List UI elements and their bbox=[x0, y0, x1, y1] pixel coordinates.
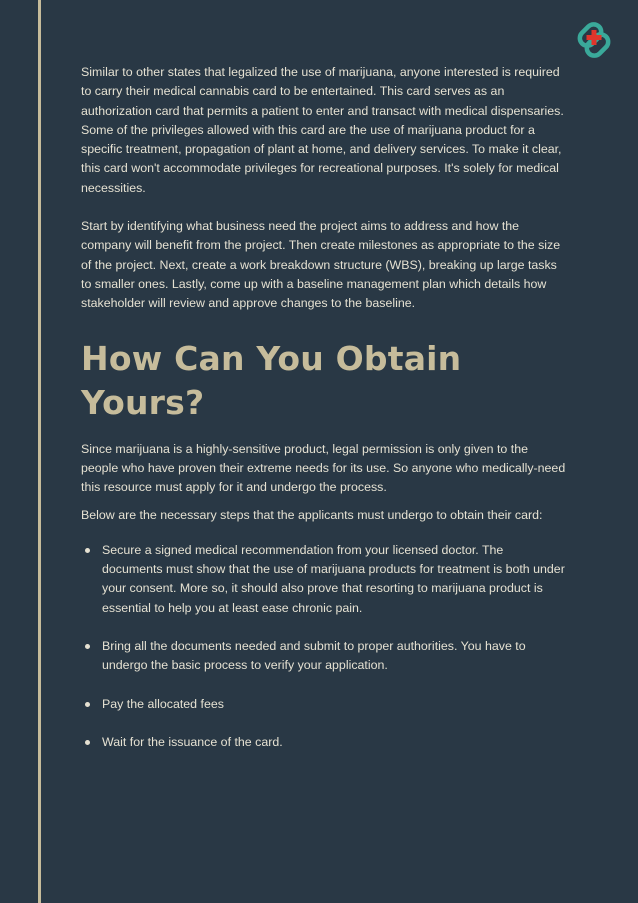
medical-chain-link-icon bbox=[574, 20, 614, 60]
project-paragraph: Start by identifying what business need the project aims to address and how the company will benefit from the project. Then create milestones as appropriate to the size of the project. Next, create a work breakdown structure (WBS), breaking up large tasks to smaller ones. Lastly, come up with a baseline management plan which details how stakeholder will review and approve changes to the baseline. bbox=[81, 219, 561, 311]
main-content bbox=[81, 63, 566, 771]
step-text: Secure a signed medical recommendation from your licensed doctor. The documents must show that the use of marijuana products for treatment is both under your consent. More so, it should also prove that resorting to marijuana product is essential to help you at least ease chronic pain. bbox=[102, 542, 565, 615]
intro-paragraph: Similar to other states that legalized the use of marijuana, anyone interested is required to carry their medical cannabis card to be entertained. This card serves as an authorization card that permits a patient to enter and transact with medical dispensaries. Some of the privileges allowed with this card are the use of marijuana product for a specific treatment, propagation of plant at home, and delivery services. To make it clear, this card won't accommodate privileges for recreational purposes. It's solely for medical necessities. bbox=[81, 65, 564, 195]
bullet-icon bbox=[85, 644, 90, 649]
bullet-icon bbox=[85, 740, 90, 745]
step-text: Bring all the documents needed and submit to proper authorities. You have to undergo the basic process to verify your application. bbox=[102, 638, 526, 673]
step-text: Wait for the issuance of the card. bbox=[102, 734, 283, 749]
bullet-icon bbox=[85, 702, 90, 707]
bullet-icon bbox=[85, 548, 90, 553]
list-item bbox=[81, 695, 566, 714]
list-item bbox=[81, 541, 566, 618]
page-border-line bbox=[38, 0, 41, 903]
section-heading: How Can You Obtain Yours? bbox=[81, 338, 462, 422]
permission-paragraph: Since marijuana is a highly-sensitive product, legal permission is only given to the people who have proven their extreme needs for its use. So anyone who medically-need this resource must apply for it and undergo the process. bbox=[81, 441, 566, 495]
steps-intro-paragraph: Below are the necessary steps that the applicants must undergo to obtain their card: bbox=[81, 508, 543, 523]
step-text: Pay the allocated fees bbox=[102, 696, 224, 711]
list-item bbox=[81, 733, 566, 752]
list-item bbox=[81, 637, 566, 676]
steps-list bbox=[81, 541, 566, 752]
